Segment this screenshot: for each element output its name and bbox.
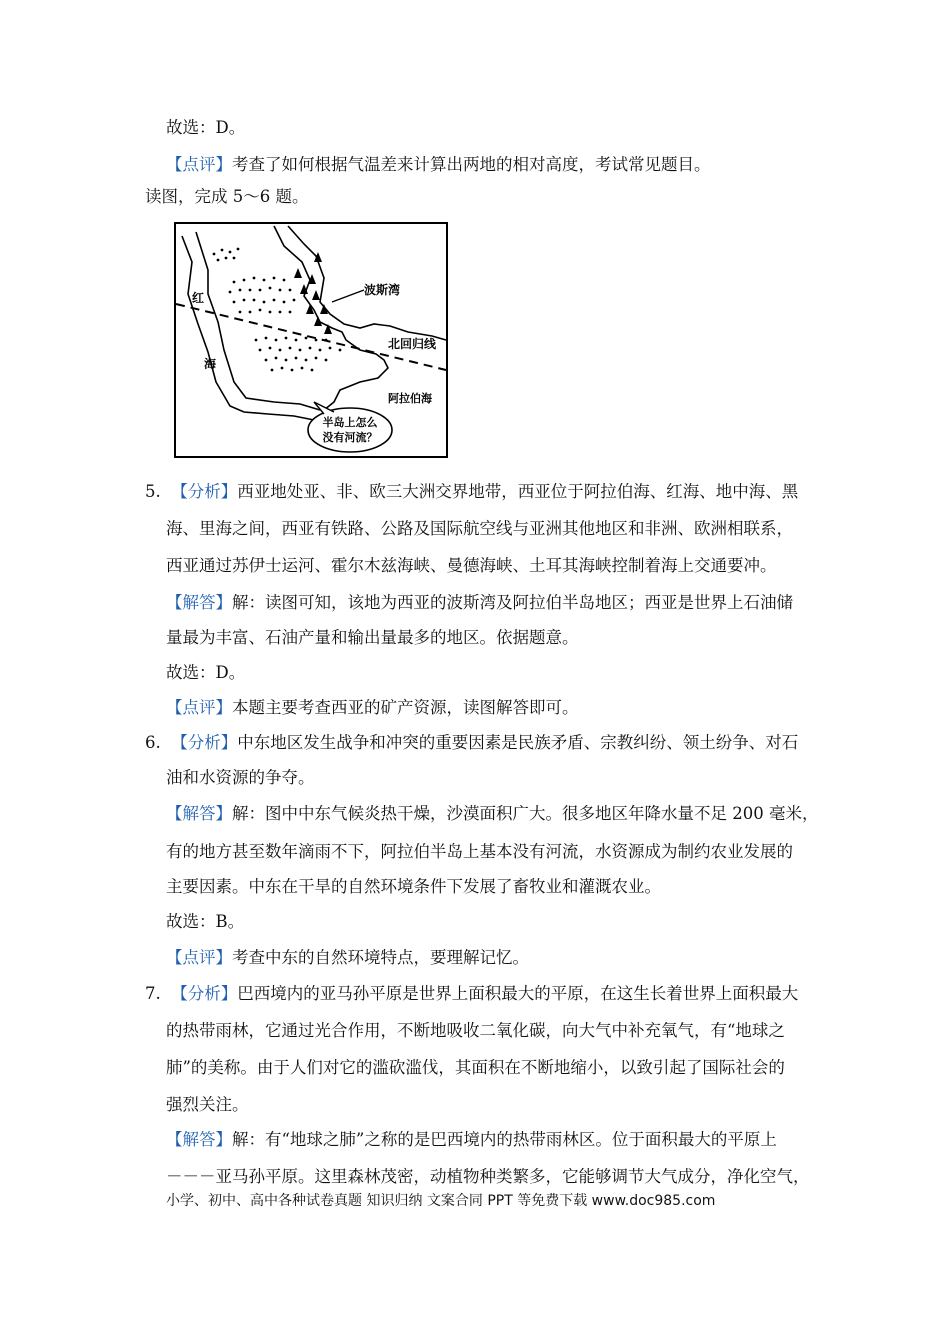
q6-answer-line-2: 有的地方甚至数年滴雨不下，阿拉伯半岛上基本没有河流，水资源成为制约农业发展的 xyxy=(166,842,793,861)
thought-bubble xyxy=(308,408,392,452)
q7-answer-line-1 xyxy=(166,1130,777,1150)
q6-review-line xyxy=(166,948,529,968)
q7-analysis-tag: 【分析】 xyxy=(171,984,238,1003)
q7-analysis-text-1: 巴西境内的亚马孙平原是世界上面积最大的平原，在这生长着世界上面积最大 xyxy=(237,984,799,1003)
q6-analysis-tag: 【分析】 xyxy=(171,733,238,752)
tropic-label: 北回归线 xyxy=(388,337,437,351)
q5-answer-line-1 xyxy=(166,593,793,613)
q7-answer-line-2: －－－亚马孙平原。这里森林茂密，动植物种类繁多，它能够调节大气成分，净化空气， xyxy=(166,1167,810,1186)
q5-answer-text-1: 解：读图可知，该地为西亚的波斯湾及阿拉伯半岛地区；西亚是世界上石油储 xyxy=(232,593,793,612)
q5-review-line xyxy=(166,698,579,718)
q5-analysis-line-1 xyxy=(145,482,798,502)
q6-answer-line-1 xyxy=(166,804,818,824)
q7-number: 7. xyxy=(145,984,161,1003)
q6-number: 6. xyxy=(145,733,161,752)
q6-analysis-text-1: 中东地区发生战争和冲突的重要因素是民族矛盾、宗教纠纷、领土纷争、对石 xyxy=(237,733,799,752)
q5-review-text: 本题主要考查西亚的矿产资源，读图解答即可。 xyxy=(232,698,579,717)
q6-answer-tag: 【解答】 xyxy=(166,804,232,823)
q7-answer-tag: 【解答】 xyxy=(166,1130,232,1149)
west-asia-map xyxy=(174,222,448,458)
q5-number: 5. xyxy=(145,482,161,501)
review-line xyxy=(166,155,711,175)
q7-analysis-line-2: 的热带雨林，它通过光合作用，不断地吸收二氧化碳，向大气中补充氧气，有“地球之 xyxy=(166,1021,785,1040)
q6-analysis-line-2: 油和水资源的争夺。 xyxy=(166,768,315,787)
q7-answer-text-1: 解：有“地球之肺”之称的是巴西境内的热带雨林区。位于面积最大的平原上 xyxy=(232,1130,777,1149)
review-tag: 【点评】 xyxy=(166,155,232,174)
red-label: 红 xyxy=(192,291,205,305)
bubble-line-1: 半岛上怎么 xyxy=(322,416,378,429)
instruction-line: 读图，完成 5～6 题。 xyxy=(145,187,309,206)
q6-review-text: 考查中东的自然环境特点，要理解记忆。 xyxy=(232,948,529,967)
q7-analysis-line-3: 肺”的美称。由于人们对它的滥砍滥伐，其面积在不断地缩小，以致引起了国际社会的 xyxy=(166,1058,785,1077)
q5-analysis-line-2: 海、里海之间，西亚有铁路、公路及国际航空线与亚洲其他地区和非洲、欧洲相联系， xyxy=(166,519,793,538)
q5-choice-line: 故选：D。 xyxy=(166,663,246,682)
bubble-line-2: 没有河流？ xyxy=(322,431,378,444)
sea-label: 海 xyxy=(204,357,217,371)
q5-answer-line-2: 量最为丰富、石油产量和输出量最多的地区。依据题意。 xyxy=(166,628,579,647)
q6-review-tag: 【点评】 xyxy=(166,948,232,967)
q6-answer-line-3: 主要因素。中东在干旱的自然环境条件下发展了畜牧业和灌溉农业。 xyxy=(166,877,661,896)
gulf-label: 波斯湾 xyxy=(364,283,401,297)
q6-answer-text-1: 解：图中中东气候炎热干燥，沙漠面积广大。很多地区年降水量不足 200 毫米， xyxy=(232,804,819,823)
arabian-sea-label: 阿拉伯海 xyxy=(388,392,432,405)
q5-review-tag: 【点评】 xyxy=(166,698,232,717)
q7-analysis-line-4: 强烈关注。 xyxy=(166,1095,249,1114)
q5-analysis-tag: 【分析】 xyxy=(171,482,238,501)
page-footer: 小学、初中、高中各种试卷真题 知识归纳 文案合同 PPT 等免费下载 www.doc985.com xyxy=(166,1193,716,1209)
q7-analysis-line-1 xyxy=(145,984,798,1004)
choice-line: 故选：D。 xyxy=(166,118,246,137)
q5-analysis-text-1: 西亚地处亚、非、欧三大洲交界地带，西亚位于阿拉伯海、红海、地中海、黑 xyxy=(237,482,799,501)
q5-answer-tag: 【解答】 xyxy=(166,593,232,612)
q6-choice-line: 故选：B。 xyxy=(166,912,245,931)
review-text: 考查了如何根据气温差来计算出两地的相对高度，考试常见题目。 xyxy=(232,155,711,174)
q6-analysis-line-1 xyxy=(145,733,798,753)
q5-analysis-line-3: 西亚通过苏伊士运河、霍尔木兹海峡、曼德海峡、土耳其海峡控制着海上交通要冲。 xyxy=(166,556,777,575)
